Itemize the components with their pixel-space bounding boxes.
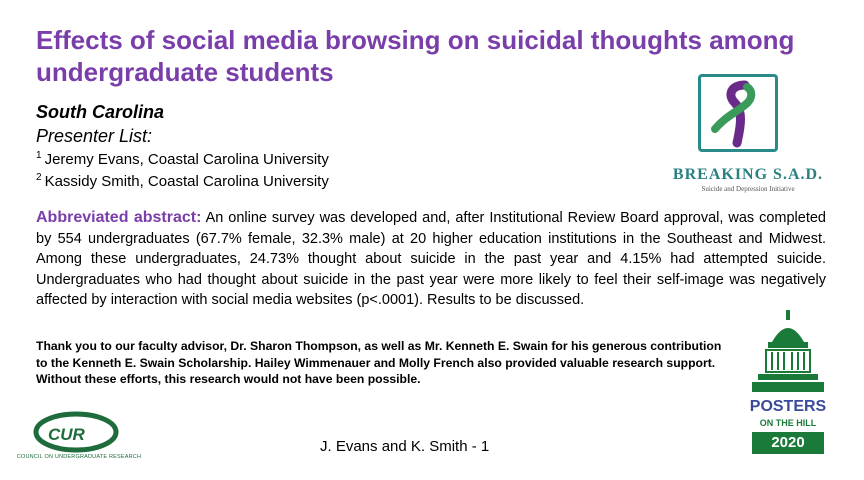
presenter-number: 2 xyxy=(36,172,42,183)
breaking-sad-subtitle: Suicide and Depression Initiative xyxy=(701,185,795,193)
breaking-sad-logo xyxy=(668,74,828,194)
state-label: South Carolina xyxy=(36,102,165,122)
cur-subtitle: COUNCIL ON UNDERGRADUATE RESEARCH xyxy=(16,454,142,460)
page-title: Effects of social media browsing on suicidal thoughts among undergraduate students xyxy=(36,25,795,87)
presenter-number: 1 xyxy=(36,150,42,161)
presenter-item xyxy=(36,172,329,190)
posters-label: POSTERS xyxy=(749,398,827,415)
breaking-sad-name: BREAKING S.A.D. xyxy=(672,166,824,183)
acknowledgement: Thank you to our faculty advisor, Dr. Sharon Thompson, as well as Mr. Kenneth E. Swain for his generous contribution to the Kenneth E. Swain Scholarship. Hailey Wimmenauer and Molly French also provided valuable research support. Without these efforts, this research would not have been possible. xyxy=(36,339,722,386)
posters-on-the-hill-logo xyxy=(736,308,840,468)
cur-logo xyxy=(14,410,144,466)
capitol-dome-icon xyxy=(736,308,840,398)
abstract-text: An online survey was developed and, after Institutional Review Board approval, was completed by 554 undergraduates (67.7% female, 32.3% male) at 20 higher education institutions in the Southeast and Midwest. Among these undergraduates, 24.73% thought about suicide in the past year and 4.15% had attempted suicide. Undergraduates who had thought about suicide in the past year were more likely to feel their self-image was negatively affected by interaction with social media websites (p<.0001). Results to be discussed. xyxy=(36,210,826,308)
abstract-label: Abbreviated abstract: xyxy=(36,209,202,226)
on-the-hill-label: ON THE HILL xyxy=(759,418,817,428)
presenter-list-heading: Presenter List: xyxy=(36,126,153,146)
ribbon-frame xyxy=(698,74,778,152)
ribbon-icon xyxy=(701,77,775,149)
abstract-paragraph xyxy=(36,208,826,311)
presenter-item xyxy=(36,150,329,168)
slide-footer: J. Evans and K. Smith - 1 xyxy=(320,438,490,455)
presenter-name: Jeremy Evans, Coastal Carolina University xyxy=(44,151,329,168)
year-badge: 2020 xyxy=(752,432,824,454)
presenter-name: Kassidy Smith, Coastal Carolina University xyxy=(44,173,329,190)
cur-name: CUR xyxy=(48,425,85,444)
